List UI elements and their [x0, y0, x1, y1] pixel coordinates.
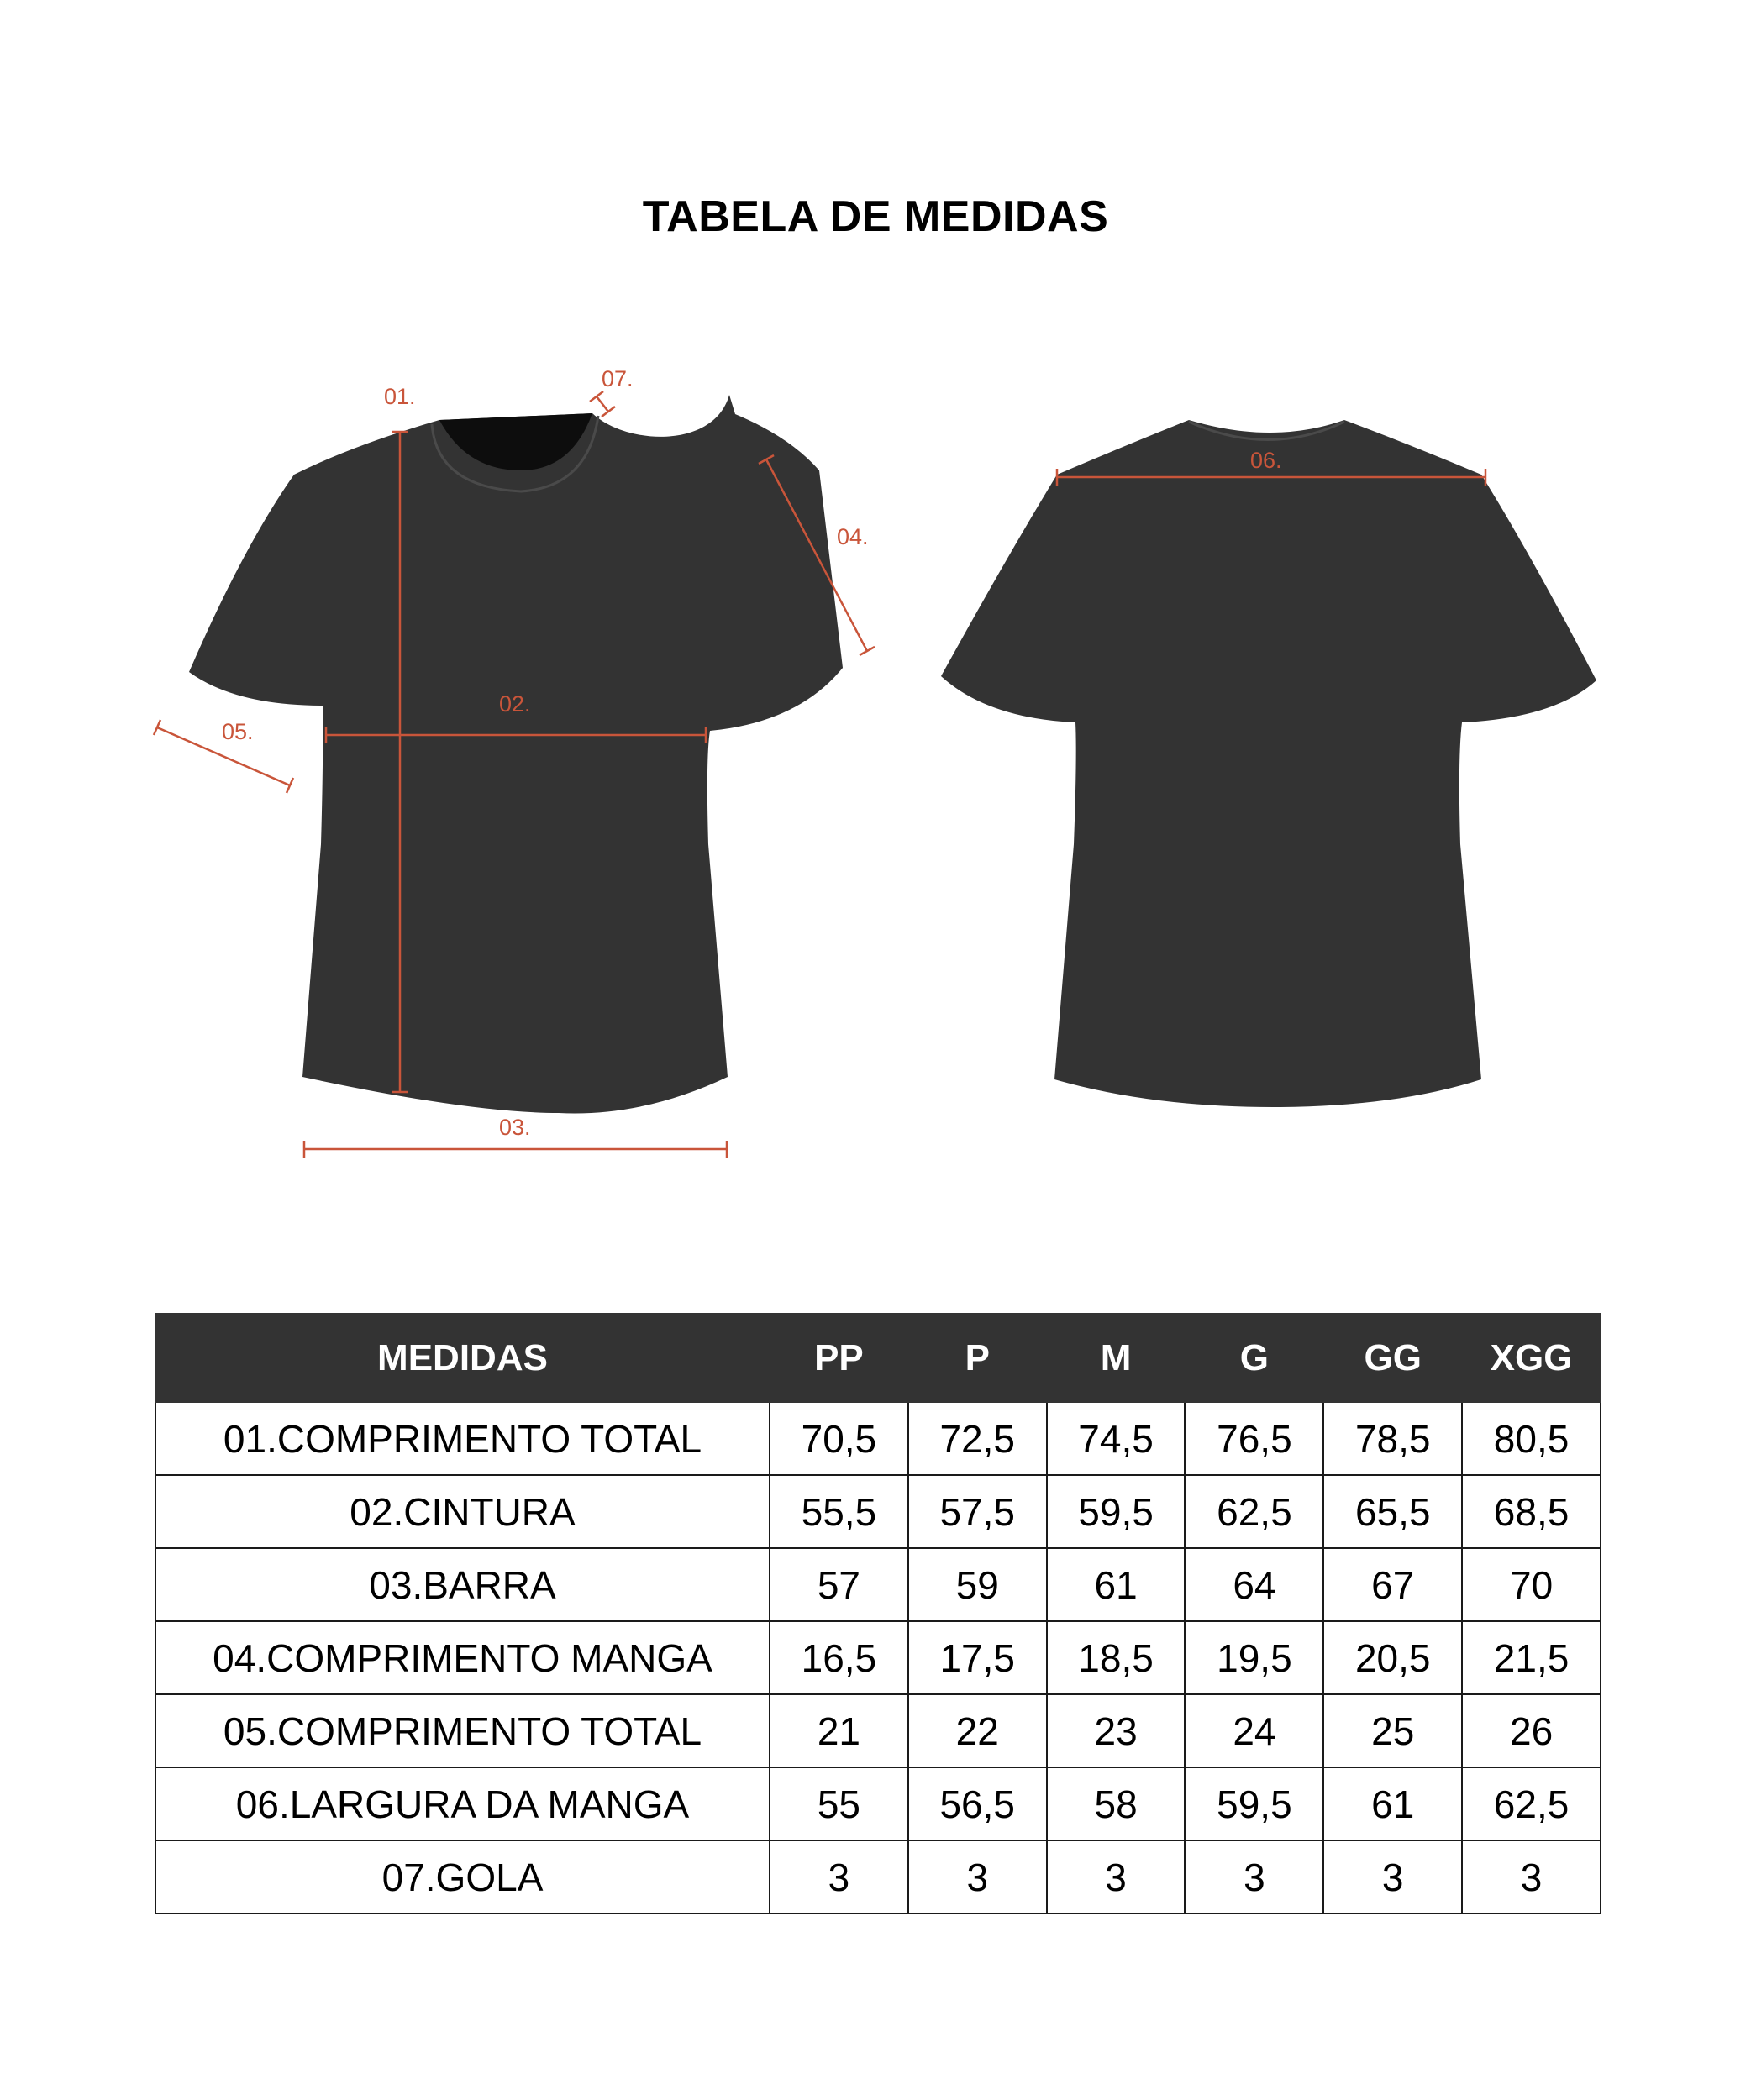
table-cell: 22: [908, 1694, 1047, 1767]
table-cell: 78,5: [1323, 1402, 1462, 1475]
table-cell: 55: [770, 1767, 908, 1840]
measure-label-01: 01.: [384, 384, 416, 409]
table-cell: 24: [1185, 1694, 1323, 1767]
header-medidas: MEDIDAS: [155, 1314, 770, 1402]
table-cell: 18,5: [1047, 1621, 1186, 1694]
table-cell: 74,5: [1047, 1402, 1186, 1475]
table-cell: 58: [1047, 1767, 1186, 1840]
back-shirt-body: [941, 420, 1596, 1107]
table-cell: 70: [1462, 1548, 1601, 1621]
table-row: [155, 1402, 1601, 1475]
table-cell: 62,5: [1185, 1475, 1323, 1548]
table-row: [155, 1548, 1601, 1621]
header-size-p: P: [908, 1314, 1047, 1402]
measure-label-05: 05.: [222, 719, 254, 744]
measure-line-07: [597, 396, 608, 412]
table-cell: 76,5: [1185, 1402, 1323, 1475]
table-row: [155, 1767, 1601, 1840]
row-label: 04.COMPRIMENTO MANGA: [155, 1621, 770, 1694]
table-cell: 19,5: [1185, 1621, 1323, 1694]
table-cell: 59,5: [1047, 1475, 1186, 1548]
table-cell: 72,5: [908, 1402, 1047, 1475]
table-cell: 21: [770, 1694, 908, 1767]
measure-label-04: 04.: [837, 524, 869, 549]
size-table: [155, 1313, 1601, 1914]
table-cell: 23: [1047, 1694, 1186, 1767]
table-cell: 67: [1323, 1548, 1462, 1621]
row-label: 03.BARRA: [155, 1548, 770, 1621]
table-cell: 80,5: [1462, 1402, 1601, 1475]
table-row: [155, 1840, 1601, 1914]
header-size-g: G: [1185, 1314, 1323, 1402]
table-cell: 21,5: [1462, 1621, 1601, 1694]
header-size-xgg: XGG: [1462, 1314, 1601, 1402]
table-cell: 20,5: [1323, 1621, 1462, 1694]
row-label: 05.COMPRIMENTO TOTAL: [155, 1694, 770, 1767]
measure-label-02: 02.: [499, 691, 531, 717]
table-cell: 17,5: [908, 1621, 1047, 1694]
row-label: 01.COMPRIMENTO TOTAL: [155, 1402, 770, 1475]
table-cell: 26: [1462, 1694, 1601, 1767]
table-row: [155, 1621, 1601, 1694]
table-cell: 3: [1185, 1840, 1323, 1914]
table-header-row: [155, 1314, 1601, 1402]
table-cell: 3: [1462, 1840, 1601, 1914]
table-cell: 59: [908, 1548, 1047, 1621]
table-cell: 62,5: [1462, 1767, 1601, 1840]
measure-label-06: 06.: [1250, 448, 1282, 473]
row-label: 06.LARGURA DA MANGA: [155, 1767, 770, 1840]
measure-label-07: 07.: [602, 366, 634, 391]
header-size-m: M: [1047, 1314, 1186, 1402]
header-size-pp: PP: [770, 1314, 908, 1402]
table-cell: 3: [770, 1840, 908, 1914]
table-cell: 61: [1047, 1548, 1186, 1621]
table-cell: 68,5: [1462, 1475, 1601, 1548]
front-shirt-body: [189, 395, 843, 1113]
table-cell: 59,5: [1185, 1767, 1323, 1840]
table-cell: 57,5: [908, 1475, 1047, 1548]
row-label: 02.CINTURA: [155, 1475, 770, 1548]
header-size-gg: GG: [1323, 1314, 1462, 1402]
table-cell: 56,5: [908, 1767, 1047, 1840]
page-title: TABELA DE MEDIDAS: [642, 192, 1109, 241]
table-row: [155, 1694, 1601, 1767]
table-cell: 16,5: [770, 1621, 908, 1694]
table-cell: 25: [1323, 1694, 1462, 1767]
table-cell: 70,5: [770, 1402, 908, 1475]
front-shirt: [189, 395, 843, 1113]
table-cell: 55,5: [770, 1475, 908, 1548]
table-cell: 64: [1185, 1548, 1323, 1621]
table-cell: 61: [1323, 1767, 1462, 1840]
back-shirt: [941, 420, 1596, 1107]
table-cell: 3: [1047, 1840, 1186, 1914]
table-cell: 65,5: [1323, 1475, 1462, 1548]
table-cell: 3: [1323, 1840, 1462, 1914]
table-cell: 3: [908, 1840, 1047, 1914]
table-row: [155, 1475, 1601, 1548]
table-cell: 57: [770, 1548, 908, 1621]
row-label: 07.GOLA: [155, 1840, 770, 1914]
measure-label-03: 03.: [499, 1115, 531, 1140]
